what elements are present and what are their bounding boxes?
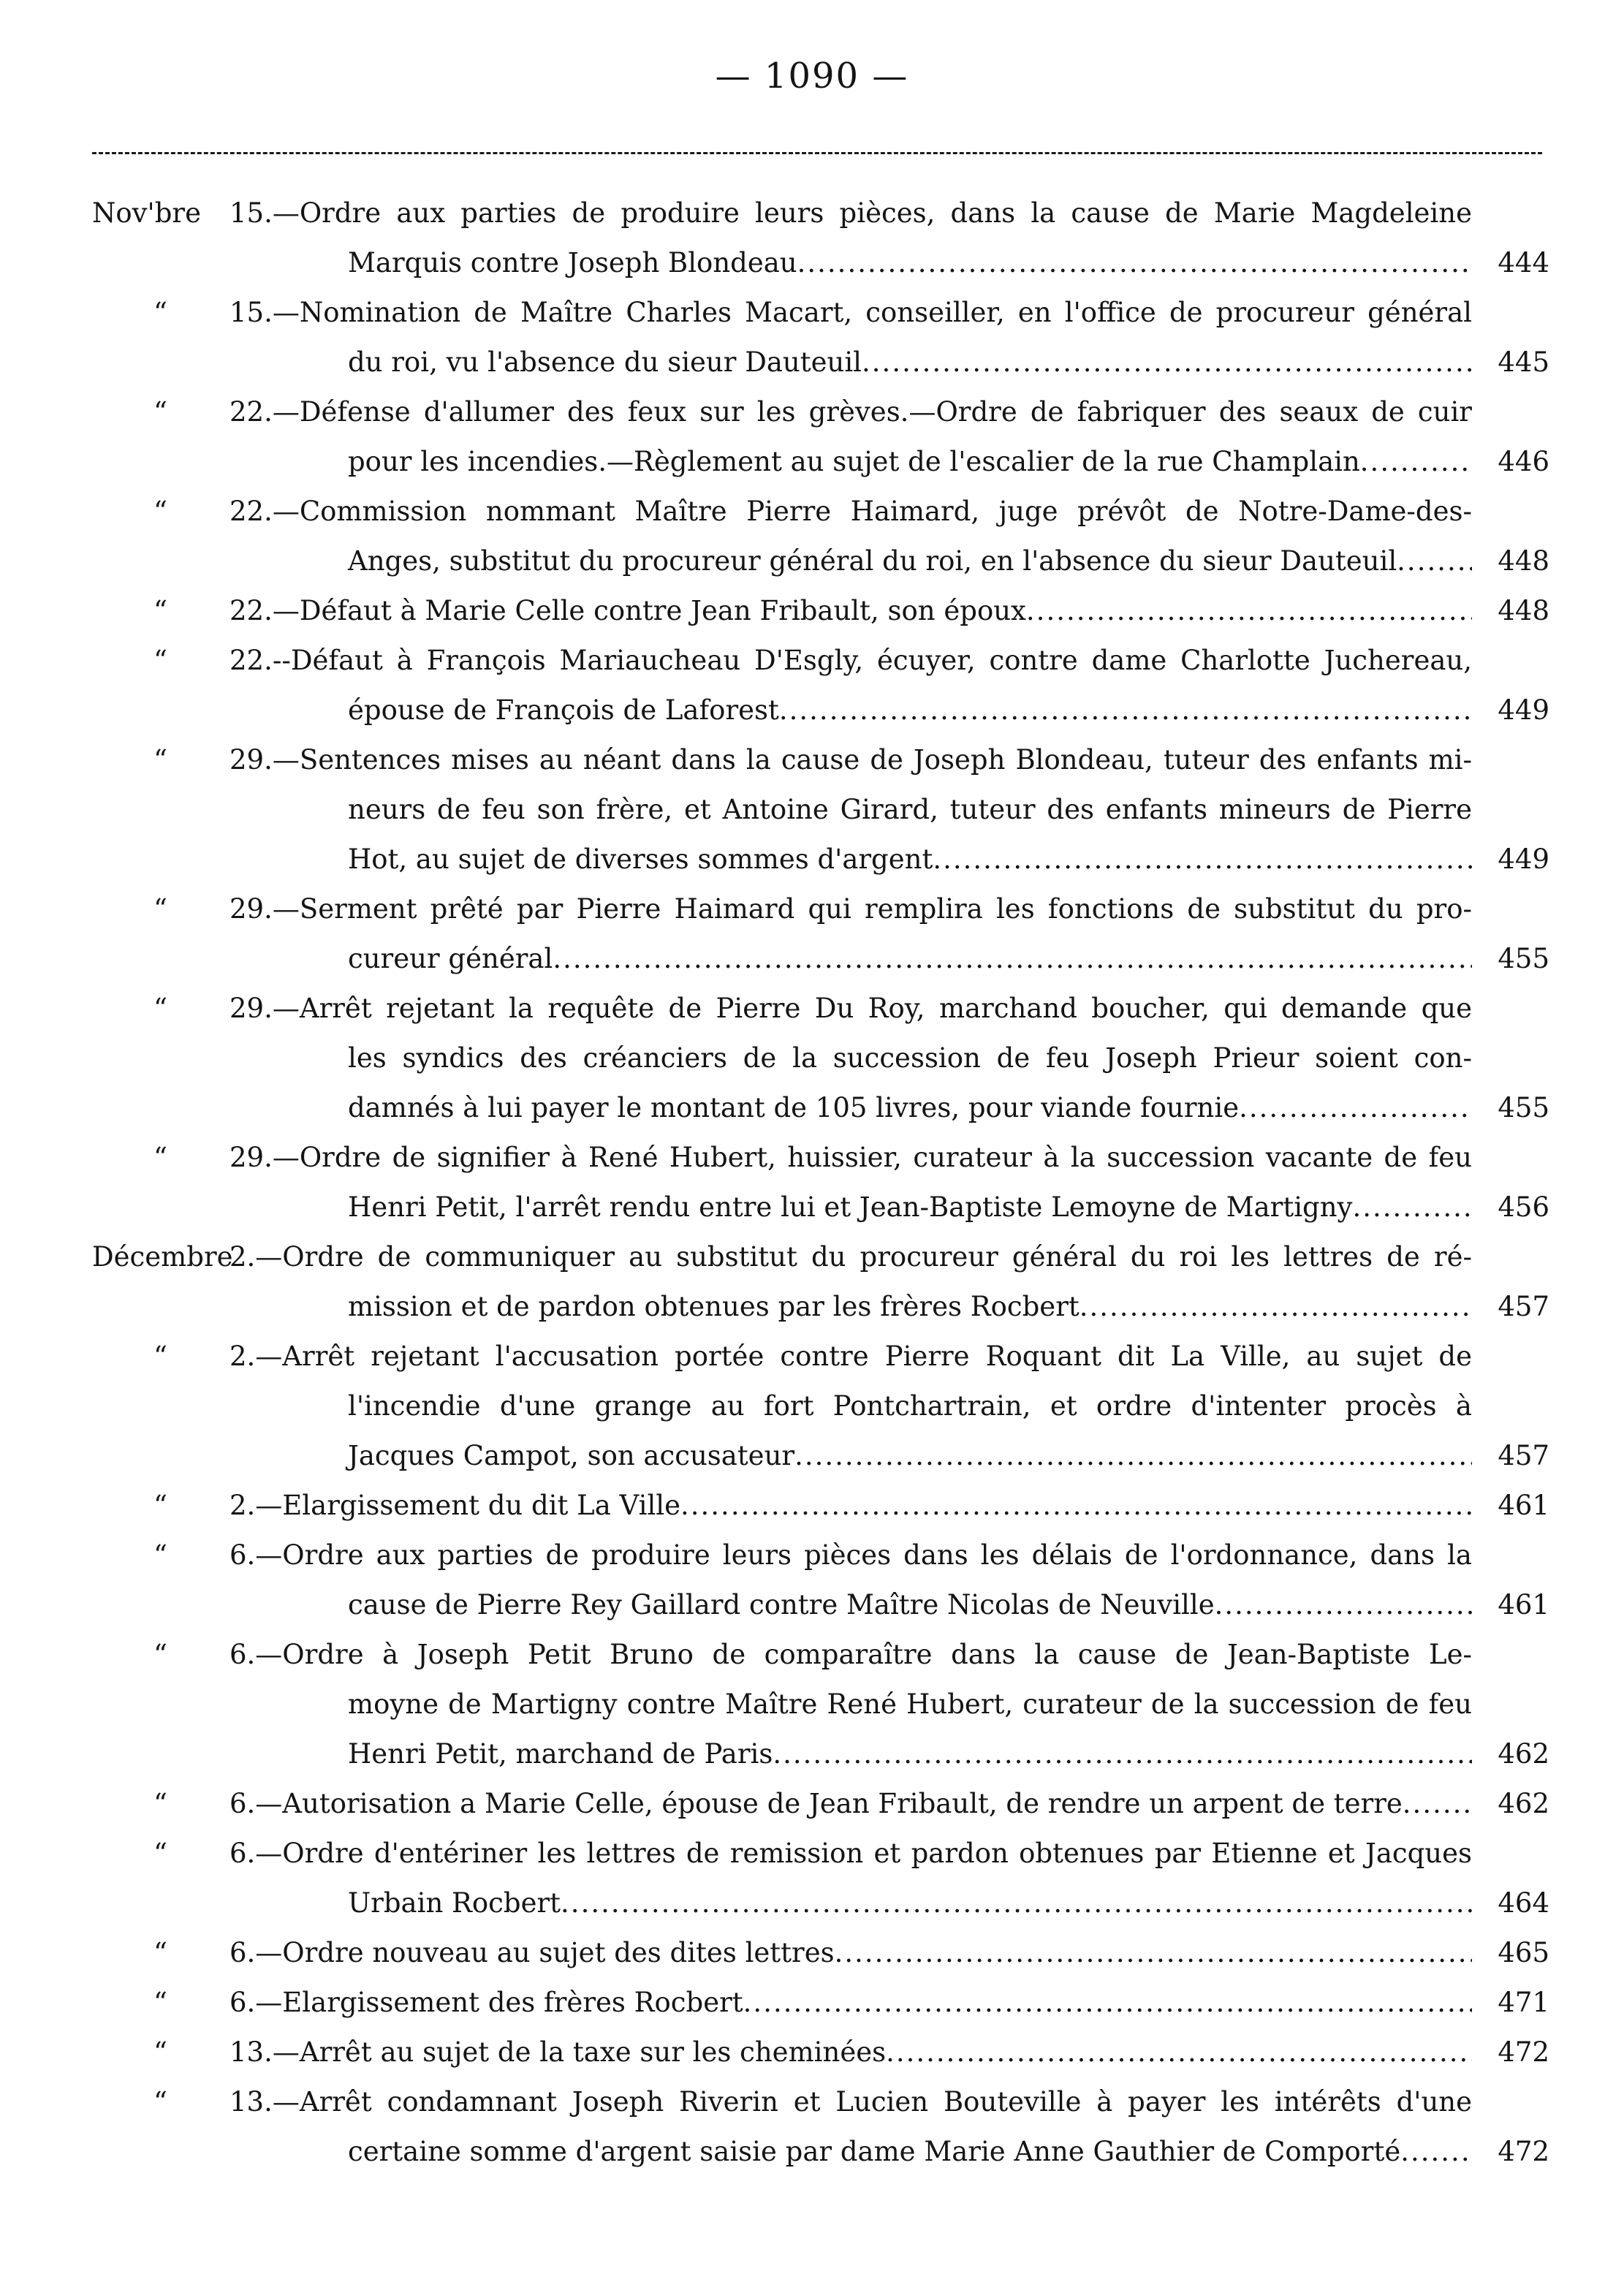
entry-line	[0, 1481, 1624, 1531]
entry-line	[0, 1879, 1624, 1928]
index-entry	[0, 1481, 1624, 1531]
index-entry	[0, 586, 1624, 636]
entry-final-line	[229, 2028, 1472, 2077]
entry-line	[0, 288, 1624, 338]
entry-line	[0, 2028, 1624, 2077]
page-reference: 449	[1498, 694, 1549, 726]
ditto-mark: “	[153, 1341, 167, 1372]
ditto-mark: “	[153, 893, 167, 925]
ditto-mark: “	[153, 1987, 167, 2018]
entry-line	[0, 1381, 1624, 1431]
ditto-mark: “	[153, 2036, 167, 2068]
entry-line	[0, 586, 1624, 636]
entry-final-line	[348, 238, 1472, 288]
dot-leader	[1215, 1580, 1472, 1630]
entry-line	[0, 1978, 1624, 2028]
month-label: Décembre	[92, 1241, 233, 1273]
entry-line	[0, 2077, 1624, 2127]
ditto-mark: “	[153, 1788, 167, 1819]
entry-line	[0, 1183, 1624, 1232]
entry-text: 22.—Défaut à Marie Celle contre Jean Fribault, son époux	[229, 595, 1026, 626]
dot-leader	[743, 1978, 1472, 2028]
entry-text: 6.—Ordre d'entériner les lettres de remission et pardon obtenues par Etienne et Jacques	[229, 1838, 1472, 1869]
index-entry	[0, 1630, 1624, 1779]
entry-line	[0, 1282, 1624, 1332]
entry-text: 2.—Elargissement du dit La Ville	[229, 1490, 681, 1521]
entry-text: l'incendie d'une grange au fort Pontchartrain, et ordre d'intenter procès à	[348, 1390, 1472, 1422]
entry-final-line	[348, 338, 1472, 387]
dot-leader	[773, 1729, 1472, 1779]
index-entry	[0, 1232, 1624, 1332]
ditto-mark: “	[153, 744, 167, 776]
entry-line	[0, 1332, 1624, 1381]
entry-final-line	[348, 2127, 1472, 2177]
entry-line	[0, 686, 1624, 735]
index-entry	[0, 1928, 1624, 1978]
entry-text: 13.—Arrêt condamnant Joseph Riverin et Lucien Bouteville à payer les intérêts d'une	[229, 2086, 1472, 2118]
index-entry	[0, 1531, 1624, 1630]
index-entries	[0, 189, 1624, 2177]
entry-line	[0, 1928, 1624, 1978]
entry-text: 22.—Commission nommant Maître Pierre Haimard, juge prévôt de Notre-Dame-des-	[229, 496, 1472, 527]
page-reference: 461	[1498, 1589, 1549, 1620]
entry-text: Henri Petit, l'arrêt rendu entre lui et Jean-Baptiste Lemoyne de Martigny	[348, 1191, 1353, 1223]
page-reference: 471	[1498, 1987, 1549, 2018]
page-reference: 445	[1498, 346, 1549, 378]
index-entry	[0, 984, 1624, 1133]
ditto-mark: “	[153, 595, 167, 626]
entry-line	[0, 437, 1624, 487]
entry-text: cause de Pierre Rey Gaillard contre Maître Nicolas de Neuville	[348, 1589, 1215, 1620]
entry-text: du roi, vu l'absence du sieur Dauteuil	[348, 346, 862, 378]
ditto-mark: “	[153, 1937, 167, 1968]
index-entry	[0, 636, 1624, 735]
entry-line	[0, 189, 1624, 238]
index-entry	[0, 2077, 1624, 2177]
entry-line	[0, 1531, 1624, 1580]
entry-text: pour les incendies.—Règlement au sujet de l'escalier de la rue Champlain	[348, 446, 1360, 477]
page-reference: 457	[1498, 1291, 1549, 1322]
dot-leader	[1239, 1083, 1472, 1133]
page-reference: 457	[1498, 1440, 1549, 1471]
month-label: Nov'bre	[92, 197, 201, 229]
entry-line	[0, 2127, 1624, 2177]
entry-final-line	[348, 1580, 1472, 1630]
page-reference: 462	[1498, 1788, 1549, 1819]
entry-text: épouse de François de Laforest	[348, 694, 779, 726]
entry-final-line	[348, 437, 1472, 487]
index-entry	[0, 1779, 1624, 1829]
ditto-mark: “	[153, 645, 167, 676]
dot-leader	[1026, 586, 1472, 636]
ditto-mark: “	[153, 1539, 167, 1571]
entry-text: 6.—Elargissement des frères Rocbert	[229, 1987, 743, 2018]
entry-text: 29.—Ordre de signifier à René Hubert, huissier, curateur à la succession vacante de feu	[229, 1142, 1472, 1173]
page-reference: 455	[1498, 1092, 1549, 1123]
entry-line	[0, 884, 1624, 934]
dot-leader	[1352, 1183, 1472, 1232]
entry-line	[0, 1829, 1624, 1879]
entry-text: 29.—Serment prêté par Pierre Haimard qui remplira les fonctions de substitut du pro-	[229, 893, 1472, 925]
dot-leader	[680, 1481, 1472, 1531]
page-number: — 1090 —	[715, 56, 909, 96]
ditto-mark: “	[153, 2086, 167, 2118]
index-entry	[0, 735, 1624, 884]
entry-text: Hot, au sujet de diverses sommes d'argent	[348, 844, 933, 875]
dot-leader	[1400, 2127, 1472, 2177]
index-entry	[0, 1829, 1624, 1928]
dot-leader	[1079, 1282, 1472, 1332]
entry-line	[0, 984, 1624, 1034]
index-entry	[0, 884, 1624, 984]
dot-leader	[561, 1879, 1472, 1928]
page-reference: 446	[1498, 446, 1549, 477]
entry-text: certaine somme d'argent saisie par dame Marie Anne Gauthier de Comporté	[348, 2136, 1401, 2167]
entry-line	[0, 238, 1624, 288]
dot-leader	[862, 338, 1472, 387]
ditto-mark: “	[153, 1142, 167, 1173]
entry-final-line	[348, 835, 1472, 884]
entry-line	[0, 387, 1624, 437]
entry-text: damnés à lui payer le montant de 105 livres, pour viande fournie	[348, 1092, 1240, 1123]
entry-text: 29.—Arrêt rejetant la requête de Pierre Du Roy, marchand boucher, qui demande que	[229, 993, 1472, 1024]
page-reference: 448	[1498, 545, 1549, 577]
page-reference: 472	[1498, 2136, 1549, 2167]
entry-final-line	[348, 1879, 1472, 1928]
entry-text: 15.—Nomination de Maître Charles Macart, conseiller, en l'office de procureur général	[229, 297, 1472, 328]
entry-text: 22.—Défense d'allumer des feux sur les grèves.—Ordre de fabriquer des seaux de cuir	[229, 396, 1472, 428]
entry-line	[0, 537, 1624, 586]
entry-final-line	[348, 1729, 1472, 1779]
entry-text: 2.—Arrêt rejetant l'accusation portée contre Pierre Roquant dit La Ville, au sujet de	[229, 1341, 1472, 1372]
entry-text: Anges, substitut du procureur général du roi, en l'absence du sieur Dauteuil	[348, 545, 1397, 577]
ditto-mark: “	[153, 1490, 167, 1521]
entry-line	[0, 636, 1624, 686]
entry-final-line	[229, 1481, 1472, 1531]
entry-text: mission et de pardon obtenues par les frères Rocbert	[348, 1291, 1079, 1322]
index-entry	[0, 1332, 1624, 1481]
entry-text: Urbain Rocbert	[348, 1887, 561, 1919]
entry-line	[0, 1133, 1624, 1183]
page-reference: 448	[1498, 595, 1549, 626]
page-reference: 455	[1498, 943, 1549, 974]
entry-line	[0, 1729, 1624, 1779]
entry-line	[0, 1431, 1624, 1481]
dot-leader	[794, 1431, 1472, 1481]
entry-final-line	[229, 1978, 1472, 2028]
index-entry	[0, 387, 1624, 487]
entry-text: 6.—Ordre nouveau au sujet des dites lettres	[229, 1937, 835, 1968]
entry-line	[0, 487, 1624, 537]
entry-text: 2.—Ordre de communiquer au substitut du procureur général du roi les lettres de ré-	[229, 1241, 1472, 1273]
entry-line	[0, 1232, 1624, 1282]
entry-text: 29.—Sentences mises au néant dans la cause de Joseph Blondeau, tuteur des enfants mi-	[229, 744, 1472, 776]
page-reference: 465	[1498, 1937, 1549, 1968]
entry-text: Jacques Campot, son accusateur	[348, 1440, 795, 1471]
index-entry	[0, 2028, 1624, 2077]
page-reference: 444	[1498, 247, 1549, 278]
entry-line	[0, 1034, 1624, 1083]
entry-line	[0, 934, 1624, 984]
entry-line	[0, 835, 1624, 884]
entry-final-line	[229, 1779, 1472, 1829]
entry-text: 6.—Autorisation a Marie Celle, épouse de Jean Fribault, de rendre un arpent de terre	[229, 1788, 1403, 1819]
entry-text: Henri Petit, marchand de Paris	[348, 1738, 773, 1770]
header-rule	[92, 152, 1542, 154]
entry-text: cureur général	[348, 943, 553, 974]
entry-text: 13.—Arrêt au sujet de la taxe sur les cheminées	[229, 2036, 887, 2068]
entry-line	[0, 338, 1624, 387]
page-reference: 462	[1498, 1738, 1549, 1770]
entry-line	[0, 1680, 1624, 1729]
entry-line	[0, 735, 1624, 785]
page-reference: 464	[1498, 1887, 1549, 1919]
ditto-mark: “	[153, 396, 167, 428]
dot-leader	[1360, 437, 1472, 487]
entry-text: 6.—Ordre aux parties de produire leurs pièces dans les délais de l'ordonnance, dans la	[229, 1539, 1472, 1571]
entry-text: neurs de feu son frère, et Antoine Girard, tuteur des enfants mineurs de Pierre	[348, 794, 1472, 825]
index-entry	[0, 189, 1624, 288]
ditto-mark: “	[153, 496, 167, 527]
entry-line	[0, 1083, 1624, 1133]
entry-final-line	[348, 686, 1472, 735]
entry-final-line	[348, 537, 1472, 586]
entry-text: 22.--Défaut à François Mariaucheau D'Esgly, écuyer, contre dame Charlotte Juchereau,	[229, 645, 1472, 676]
entry-line	[0, 1779, 1624, 1829]
entry-final-line	[348, 1083, 1472, 1133]
index-entry	[0, 487, 1624, 586]
dot-leader	[886, 2028, 1472, 2077]
index-entry	[0, 1978, 1624, 2028]
entry-text: 15.—Ordre aux parties de produire leurs pièces, dans la cause de Marie Magdeleine	[229, 197, 1472, 229]
ditto-mark: “	[153, 1639, 167, 1670]
index-entry	[0, 1133, 1624, 1232]
entry-text: moyne de Martigny contre Maître René Hubert, curateur de la succession de feu	[348, 1688, 1472, 1720]
dot-leader	[797, 238, 1472, 288]
dot-leader	[553, 934, 1472, 984]
entry-final-line	[348, 1282, 1472, 1332]
page-reference: 472	[1498, 2036, 1549, 2068]
dot-leader	[933, 835, 1472, 884]
entry-final-line	[229, 1928, 1472, 1978]
dot-leader	[835, 1928, 1472, 1978]
entry-final-line	[348, 934, 1472, 984]
page-reference: 456	[1498, 1191, 1549, 1223]
dot-leader	[1403, 1779, 1472, 1829]
dot-leader	[779, 686, 1472, 735]
dot-leader	[1397, 537, 1472, 586]
entry-text: les syndics des créanciers de la succession de feu Joseph Prieur soient con-	[348, 1042, 1472, 1074]
entry-text: Marquis contre Joseph Blondeau	[348, 247, 797, 278]
entry-text: 6.—Ordre à Joseph Petit Bruno de comparaître dans la cause de Jean-Baptiste Le-	[229, 1639, 1472, 1670]
ditto-mark: “	[153, 1838, 167, 1869]
index-entry	[0, 288, 1624, 387]
entry-final-line	[348, 1183, 1472, 1232]
page-reference: 449	[1498, 844, 1549, 875]
entry-line	[0, 785, 1624, 835]
ditto-mark: “	[153, 993, 167, 1024]
entry-final-line	[229, 586, 1472, 636]
entry-line	[0, 1580, 1624, 1630]
page-reference: 461	[1498, 1490, 1549, 1521]
entry-final-line	[348, 1431, 1472, 1481]
entry-line	[0, 1630, 1624, 1680]
ditto-mark: “	[153, 297, 167, 328]
